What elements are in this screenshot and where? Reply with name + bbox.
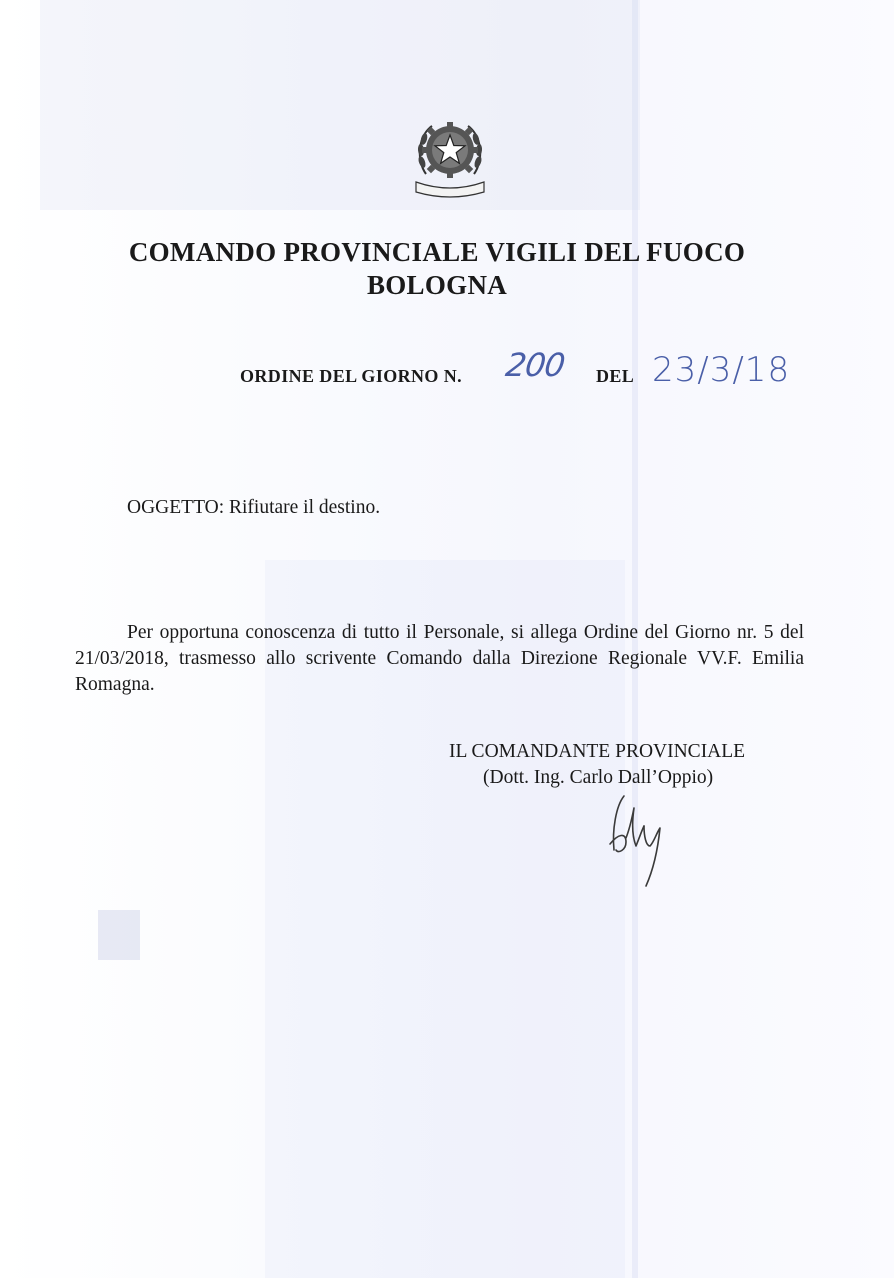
scan-artifact xyxy=(40,0,640,210)
header-city: BOLOGNA xyxy=(366,270,508,300)
header-title: COMANDO PROVINCIALE VIGILI DEL FUOCO xyxy=(128,237,746,267)
body-paragraph xyxy=(75,620,804,698)
repubblica-italiana-emblem-icon xyxy=(412,112,488,198)
body-paragraph-text: Per opportuna conoscenza di tutto il Personale, si allega Ordine del Giorno nr. 5 del 21/03/2018, trasmesso allo scrivente Comando dalla Direzione Regionale VV.F. Emilia Romagna. xyxy=(75,622,804,695)
order-label-text: ORDINE DEL GIORNO xyxy=(240,366,439,386)
signatory-name: (Dott. Ing. Carlo Dall’Oppio) xyxy=(483,767,714,788)
signatory-role: IL COMANDANTE PROVINCIALE xyxy=(449,741,746,762)
order-date-label: DEL xyxy=(596,366,635,386)
order-date: 23/3/18 xyxy=(652,350,791,390)
order-label xyxy=(240,366,462,387)
order-number-prefix: N. xyxy=(443,366,463,386)
order-number: 200 xyxy=(503,346,567,384)
subject-line: OGGETTO: Rifiutare il destino. xyxy=(127,497,381,518)
scan-artifact xyxy=(98,910,140,960)
handwritten-signature-icon xyxy=(596,788,686,888)
